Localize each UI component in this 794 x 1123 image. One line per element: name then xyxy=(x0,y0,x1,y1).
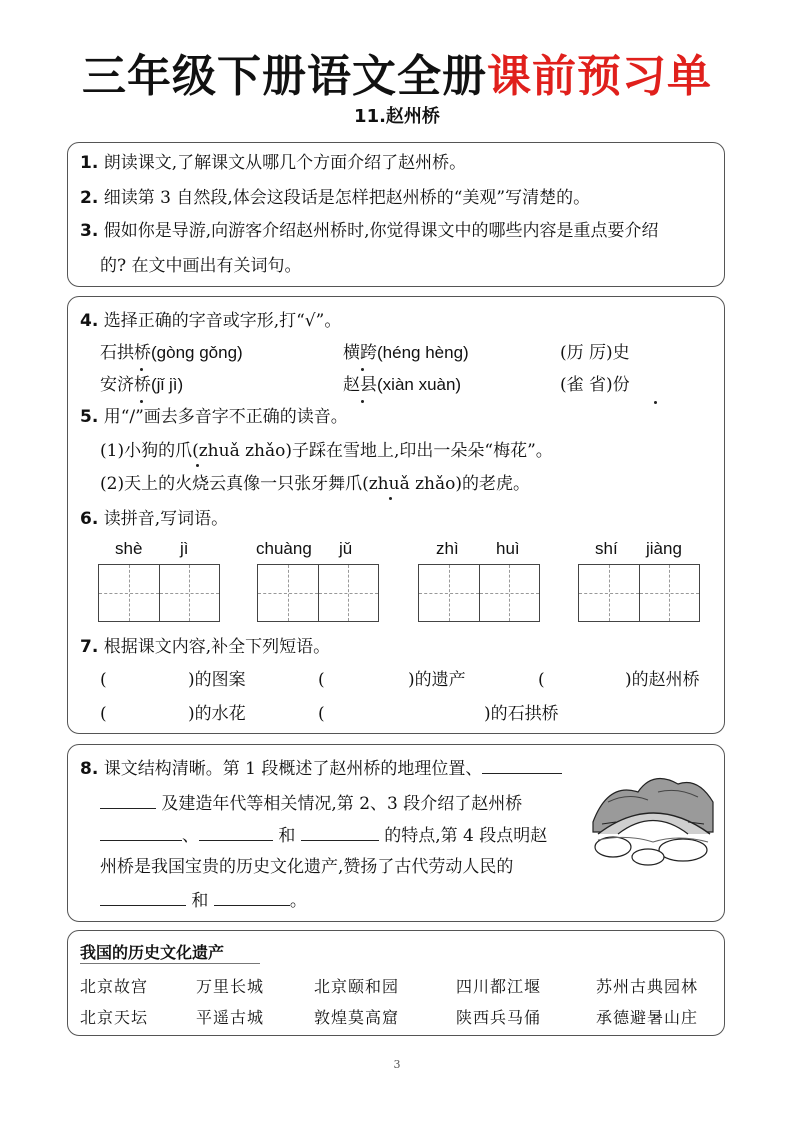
question-8-line-2: 及建造年代等相关情况,第 2、3 段介绍了赵州桥 xyxy=(100,792,522,815)
heritage-item: 北京天坛 xyxy=(80,1008,149,1027)
emphasis-dot xyxy=(361,400,364,403)
question-6: 6. 读拼音,写词语。 xyxy=(80,509,229,529)
q4-item-4: 安济桥(jǐ jì) xyxy=(100,375,184,395)
zhaozhou-bridge-illustration xyxy=(588,762,718,872)
answer-blank[interactable] xyxy=(100,824,182,841)
q7-blank-3[interactable]: )的赵州桥 xyxy=(625,670,700,690)
answer-blank[interactable] xyxy=(100,792,156,809)
title-red-part: 课前预习单 xyxy=(487,51,712,102)
heritage-item: 万里长城 xyxy=(196,977,265,996)
pinyin-label: shè xyxy=(115,539,143,558)
answer-blank[interactable] xyxy=(301,824,379,841)
heritage-item: 北京故宫 xyxy=(80,977,149,996)
title-black-part: 三年级下册语文全册 xyxy=(82,51,487,102)
emphasis-dot xyxy=(361,368,364,371)
question-2: 2. 细读第 3 自然段,体会这段话是怎样把赵州桥的“美观”写清楚的。 xyxy=(80,188,591,208)
q7-open-2: ( xyxy=(318,670,325,690)
heritage-item: 四川都江堰 xyxy=(456,977,542,996)
heritage-item: 陕西兵马俑 xyxy=(456,1008,542,1027)
question-5: 5. 用“/”画去多音字不正确的读音。 xyxy=(80,407,348,427)
pinyin-label: zhì xyxy=(436,539,459,558)
page-number: 3 xyxy=(393,1058,401,1071)
answer-blank[interactable] xyxy=(214,889,290,906)
q7-blank-1[interactable]: )的图案 xyxy=(188,670,246,690)
page-title xyxy=(0,40,794,104)
question-8-line-1: 8. 课文结构清晰。第 1 段概述了赵州桥的地理位置、 xyxy=(80,757,562,780)
q7-open-5: ( xyxy=(318,704,325,724)
heritage-item: 承德避暑山庄 xyxy=(596,1008,699,1027)
heritage-item: 敦煌莫高窟 xyxy=(314,1008,400,1027)
question-8-line-3: 、 和 的特点,第 4 段点明赵 xyxy=(100,824,547,847)
question-8-line-4: 州桥是我国宝贵的历史文化遗产,赞扬了古代劳动人民的 xyxy=(100,857,514,877)
emphasis-dot xyxy=(140,368,143,371)
q4-item-5: 赵县(xiàn xuàn) xyxy=(343,375,462,395)
emphasis-dot xyxy=(140,400,143,403)
q7-open-1: ( xyxy=(100,670,107,690)
q4-item-1: 石拱桥(gòng gǒng) xyxy=(100,343,243,363)
heritage-item: 北京颐和园 xyxy=(314,977,400,996)
q7-blank-4[interactable]: )的水花 xyxy=(188,704,246,724)
emphasis-dot xyxy=(389,497,392,500)
q7-blank-2[interactable]: )的遗产 xyxy=(408,670,466,690)
emphasis-dot xyxy=(654,401,657,404)
writing-grid-2[interactable] xyxy=(257,564,379,622)
pinyin-label: shí xyxy=(595,539,618,558)
pinyin-label: huì xyxy=(496,539,520,558)
heritage-item: 苏州古典园林 xyxy=(596,977,699,996)
pinyin-label: jiàng xyxy=(646,539,682,558)
q7-open-4: ( xyxy=(100,704,107,724)
question-1: 1. 朗读课文,了解课文从哪几个方面介绍了赵州桥。 xyxy=(80,153,467,173)
q7-blank-5[interactable]: )的石拱桥 xyxy=(484,704,559,724)
question-3-continued: 的? 在文中画出有关词句。 xyxy=(100,256,302,276)
heritage-title: 我国的历史文化遗产 xyxy=(80,943,225,962)
pinyin-label: jǔ xyxy=(339,539,353,558)
writing-grid-3[interactable] xyxy=(418,564,540,622)
pinyin-label: jì xyxy=(180,539,189,558)
q7-open-3: ( xyxy=(538,670,545,690)
question-4: 4. 选择正确的字音或字形,打“√”。 xyxy=(80,311,342,331)
q4-item-2: 横跨(héng hèng) xyxy=(343,343,469,363)
q5-line-2: (2)天上的火烧云真像一只张牙舞爪(zhuǎ zhǎo)的老虎。 xyxy=(100,474,531,494)
lesson-subtitle: 11.赵州桥 xyxy=(354,106,440,127)
q5-line-1: (1)小狗的爪(zhuǎ zhǎo)子踩在雪地上,印出一朵朵“梅花”。 xyxy=(100,441,553,461)
answer-blank[interactable] xyxy=(482,757,562,774)
question-7: 7. 根据课文内容,补全下列短语。 xyxy=(80,637,331,657)
heritage-item: 平遥古城 xyxy=(196,1008,265,1027)
q4-item-6: (雀 省)份 xyxy=(560,375,630,395)
heritage-title-underline xyxy=(80,963,260,964)
writing-grid-1[interactable] xyxy=(98,564,220,622)
question-3: 3. 假如你是导游,向游客介绍赵州桥时,你觉得课文中的哪些内容是重点要介绍 xyxy=(80,221,659,241)
question-8-line-5: 和 。 xyxy=(100,889,307,912)
q4-item-3: (历 厉)史 xyxy=(560,343,630,363)
answer-blank[interactable] xyxy=(199,824,273,841)
pinyin-label: chuàng xyxy=(256,539,312,558)
answer-blank[interactable] xyxy=(100,889,186,906)
writing-grid-4[interactable] xyxy=(578,564,700,622)
emphasis-dot xyxy=(196,464,199,467)
